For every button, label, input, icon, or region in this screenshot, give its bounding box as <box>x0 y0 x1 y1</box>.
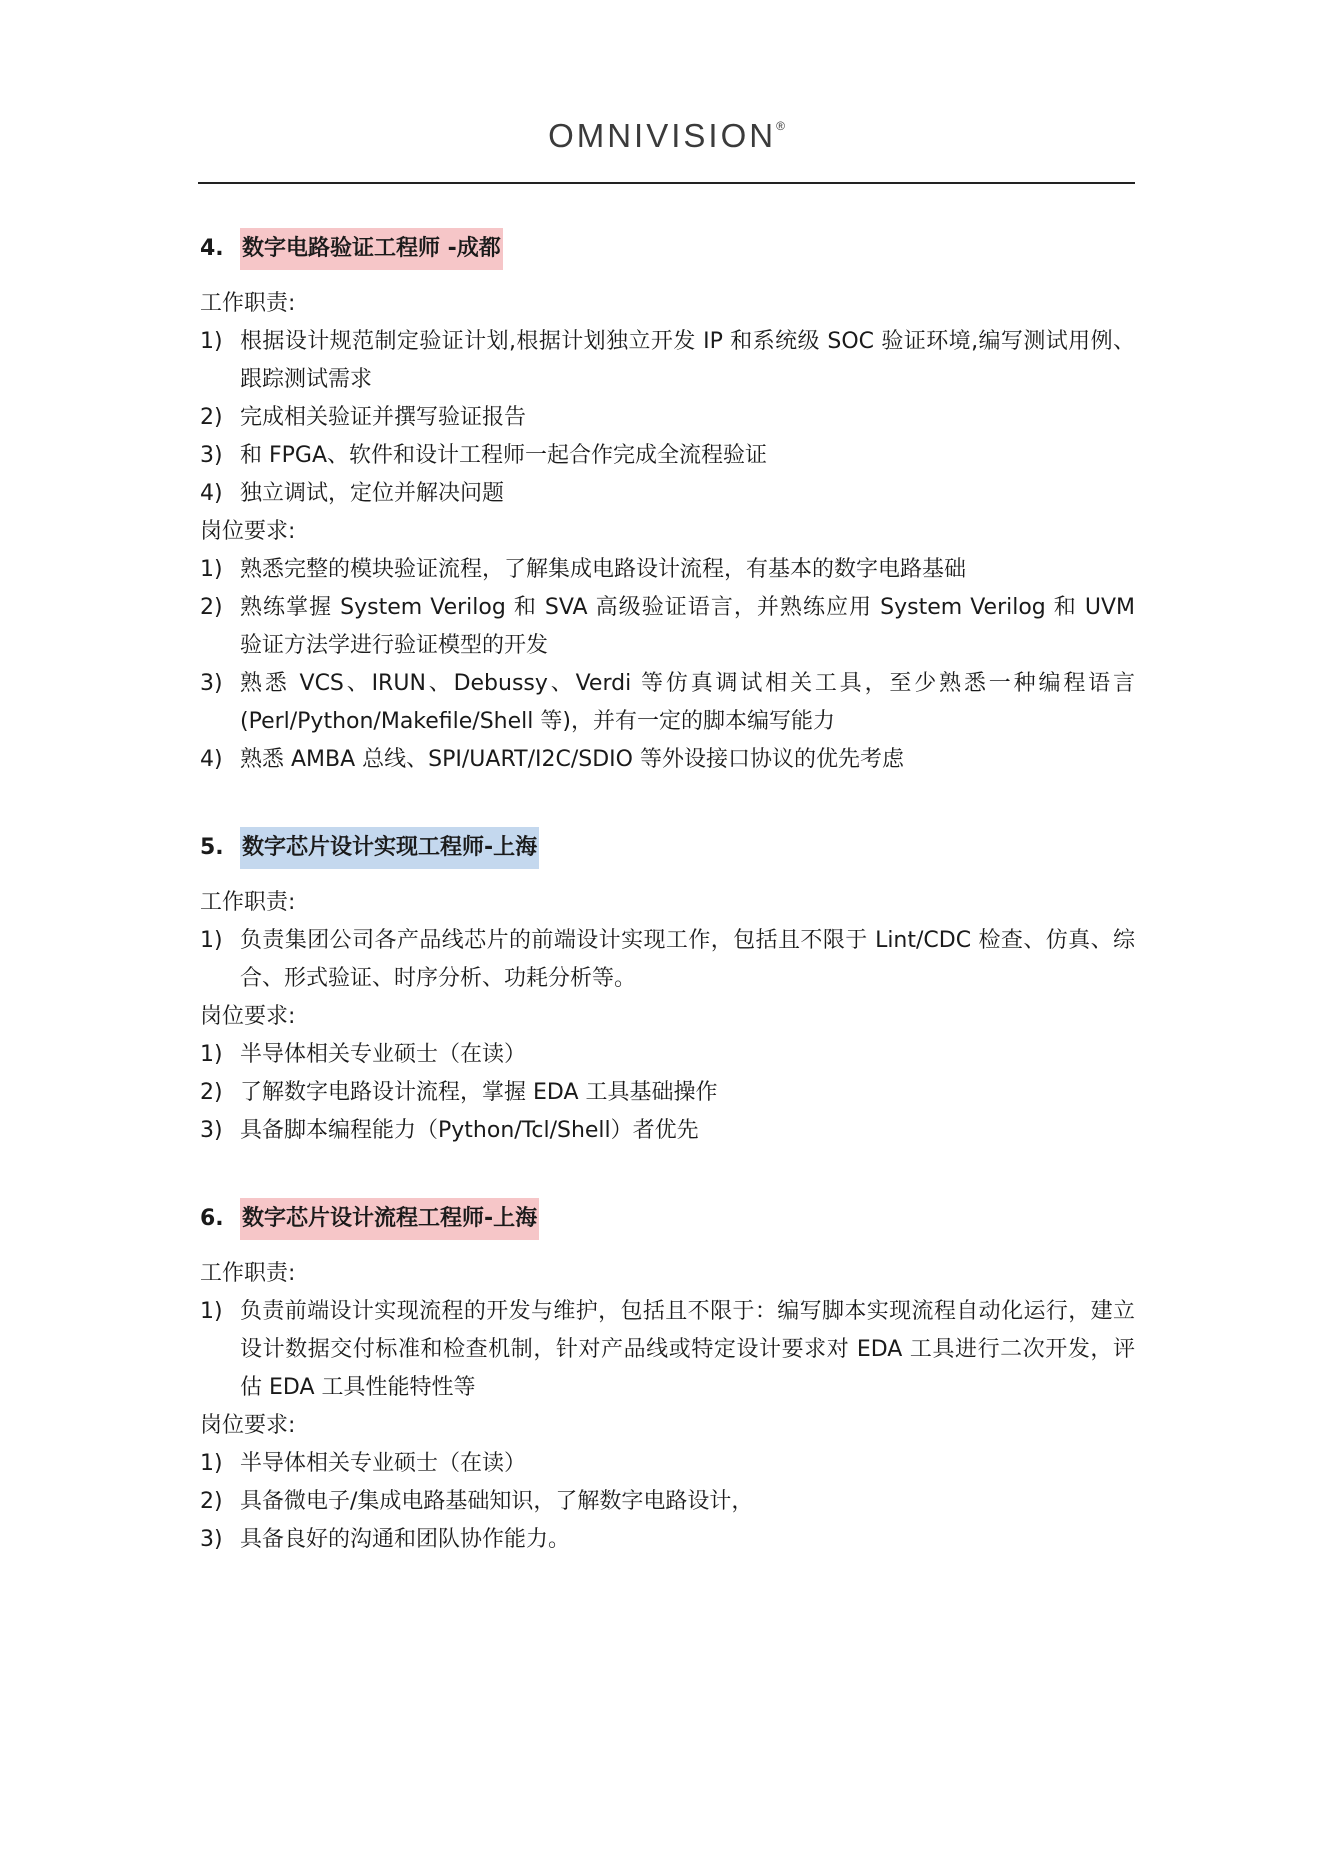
item-number: 2) <box>200 1080 223 1105</box>
list-item <box>200 922 1135 998</box>
item-text: 熟悉完整的模块验证流程，了解集成电路设计流程，有基本的数字电路基础 <box>240 557 967 582</box>
requirement-label: 岗位要求: <box>200 1004 296 1029</box>
item-text: 完成相关验证并撰写验证报告 <box>240 405 527 430</box>
item-number: 3) <box>200 1527 223 1552</box>
item-number: 1) <box>200 928 223 953</box>
list-item <box>200 1036 1135 1074</box>
item-text: 熟悉 VCS、IRUN、Debussy、Verdi 等仿真调试相关工具，至少熟悉一种编程语言(Perl/Python/Makefile/Shell 等)，并有一定的脚本编写能力 <box>240 671 1135 734</box>
header-divider <box>198 182 1135 184</box>
item-text: 和 FPGA、软件和设计工程师一起合作完成全流程验证 <box>240 443 768 468</box>
job-section <box>200 827 1135 1150</box>
duty-label: 工作职责: <box>200 890 296 915</box>
item-number: 1) <box>200 1451 223 1476</box>
item-text: 具备良好的沟通和团队协作能力。 <box>240 1527 571 1552</box>
item-number: 1) <box>200 1042 223 1067</box>
job-section <box>200 1198 1135 1559</box>
list-item <box>200 1074 1135 1112</box>
job-title: 数字电路验证工程师 -成都 <box>240 228 503 270</box>
item-text: 负责前端设计实现流程的开发与维护，包括且不限于：编写脚本实现流程自动化运行，建立设计数据交付标准和检查机制，针对产品线或特定设计要求对 EDA 工具进行二次开发，评估 EDA 工具性能特性等 <box>240 1299 1135 1400</box>
item-text: 熟练掌握 System Verilog 和 SVA 高级验证语言，并熟练应用 System Verilog 和 UVM 验证方法学进行验证模型的开发 <box>240 595 1135 658</box>
item-number: 3) <box>200 443 223 468</box>
item-number: 1) <box>200 1299 223 1324</box>
job-title-row <box>200 827 1135 869</box>
list-item <box>200 589 1135 665</box>
item-number: 2) <box>200 595 223 620</box>
job-listings <box>200 228 1135 1607</box>
item-text: 根据设计规范制定验证计划,根据计划独立开发 IP 和系统级 SOC 验证环境,编写测试用例、跟踪测试需求 <box>240 329 1135 392</box>
item-number: 2) <box>200 405 223 430</box>
item-text: 半导体相关专业硕士（在读） <box>240 1042 527 1067</box>
list-item <box>200 741 1135 779</box>
job-title-row <box>200 1198 1135 1240</box>
company-logo <box>198 117 1135 155</box>
list-item <box>200 551 1135 589</box>
logo-text: OMNIVISION <box>548 117 777 154</box>
job-number: 4. <box>200 236 224 261</box>
list-item <box>200 1112 1135 1150</box>
item-text: 熟悉 AMBA 总线、SPI/UART/I2C/SDIO 等外设接口协议的优先考虑 <box>240 747 904 772</box>
item-text: 负责集团公司各产品线芯片的前端设计实现工作，包括且不限于 Lint/CDC 检查、仿真、综合、形式验证、时序分析、功耗分析等。 <box>240 928 1135 991</box>
list-item <box>200 399 1135 437</box>
list-item <box>200 665 1135 741</box>
item-number: 4) <box>200 481 223 506</box>
list-item <box>200 1293 1135 1407</box>
item-number: 4) <box>200 747 223 772</box>
requirement-label: 岗位要求: <box>200 519 296 544</box>
registered-mark: ® <box>776 119 785 133</box>
job-title-row <box>200 228 1135 270</box>
item-number: 1) <box>200 557 223 582</box>
item-text: 具备微电子/集成电路基础知识，了解数字电路设计， <box>240 1489 754 1514</box>
list-item <box>200 1521 1135 1559</box>
job-section <box>200 228 1135 779</box>
item-text: 半导体相关专业硕士（在读） <box>240 1451 527 1476</box>
job-number: 5. <box>200 835 224 860</box>
list-item <box>200 323 1135 399</box>
item-number: 2) <box>200 1489 223 1514</box>
page-header <box>198 105 1135 185</box>
item-number: 1) <box>200 329 223 354</box>
item-text: 具备脚本编程能力（Python/Tcl/Shell）者优先 <box>240 1118 699 1143</box>
list-item <box>200 475 1135 513</box>
item-number: 3) <box>200 1118 223 1143</box>
item-text: 独立调试，定位并解决问题 <box>240 481 505 506</box>
job-title: 数字芯片设计流程工程师-上海 <box>240 1198 539 1240</box>
item-number: 3) <box>200 671 223 696</box>
duty-label: 工作职责: <box>200 1261 296 1286</box>
list-item <box>200 437 1135 475</box>
item-text: 了解数字电路设计流程，掌握 EDA 工具基础操作 <box>240 1080 718 1105</box>
list-item <box>200 1445 1135 1483</box>
list-item <box>200 1483 1135 1521</box>
duty-label: 工作职责: <box>200 291 296 316</box>
job-number: 6. <box>200 1206 224 1231</box>
requirement-label: 岗位要求: <box>200 1413 296 1438</box>
job-title: 数字芯片设计实现工程师-上海 <box>240 827 539 869</box>
